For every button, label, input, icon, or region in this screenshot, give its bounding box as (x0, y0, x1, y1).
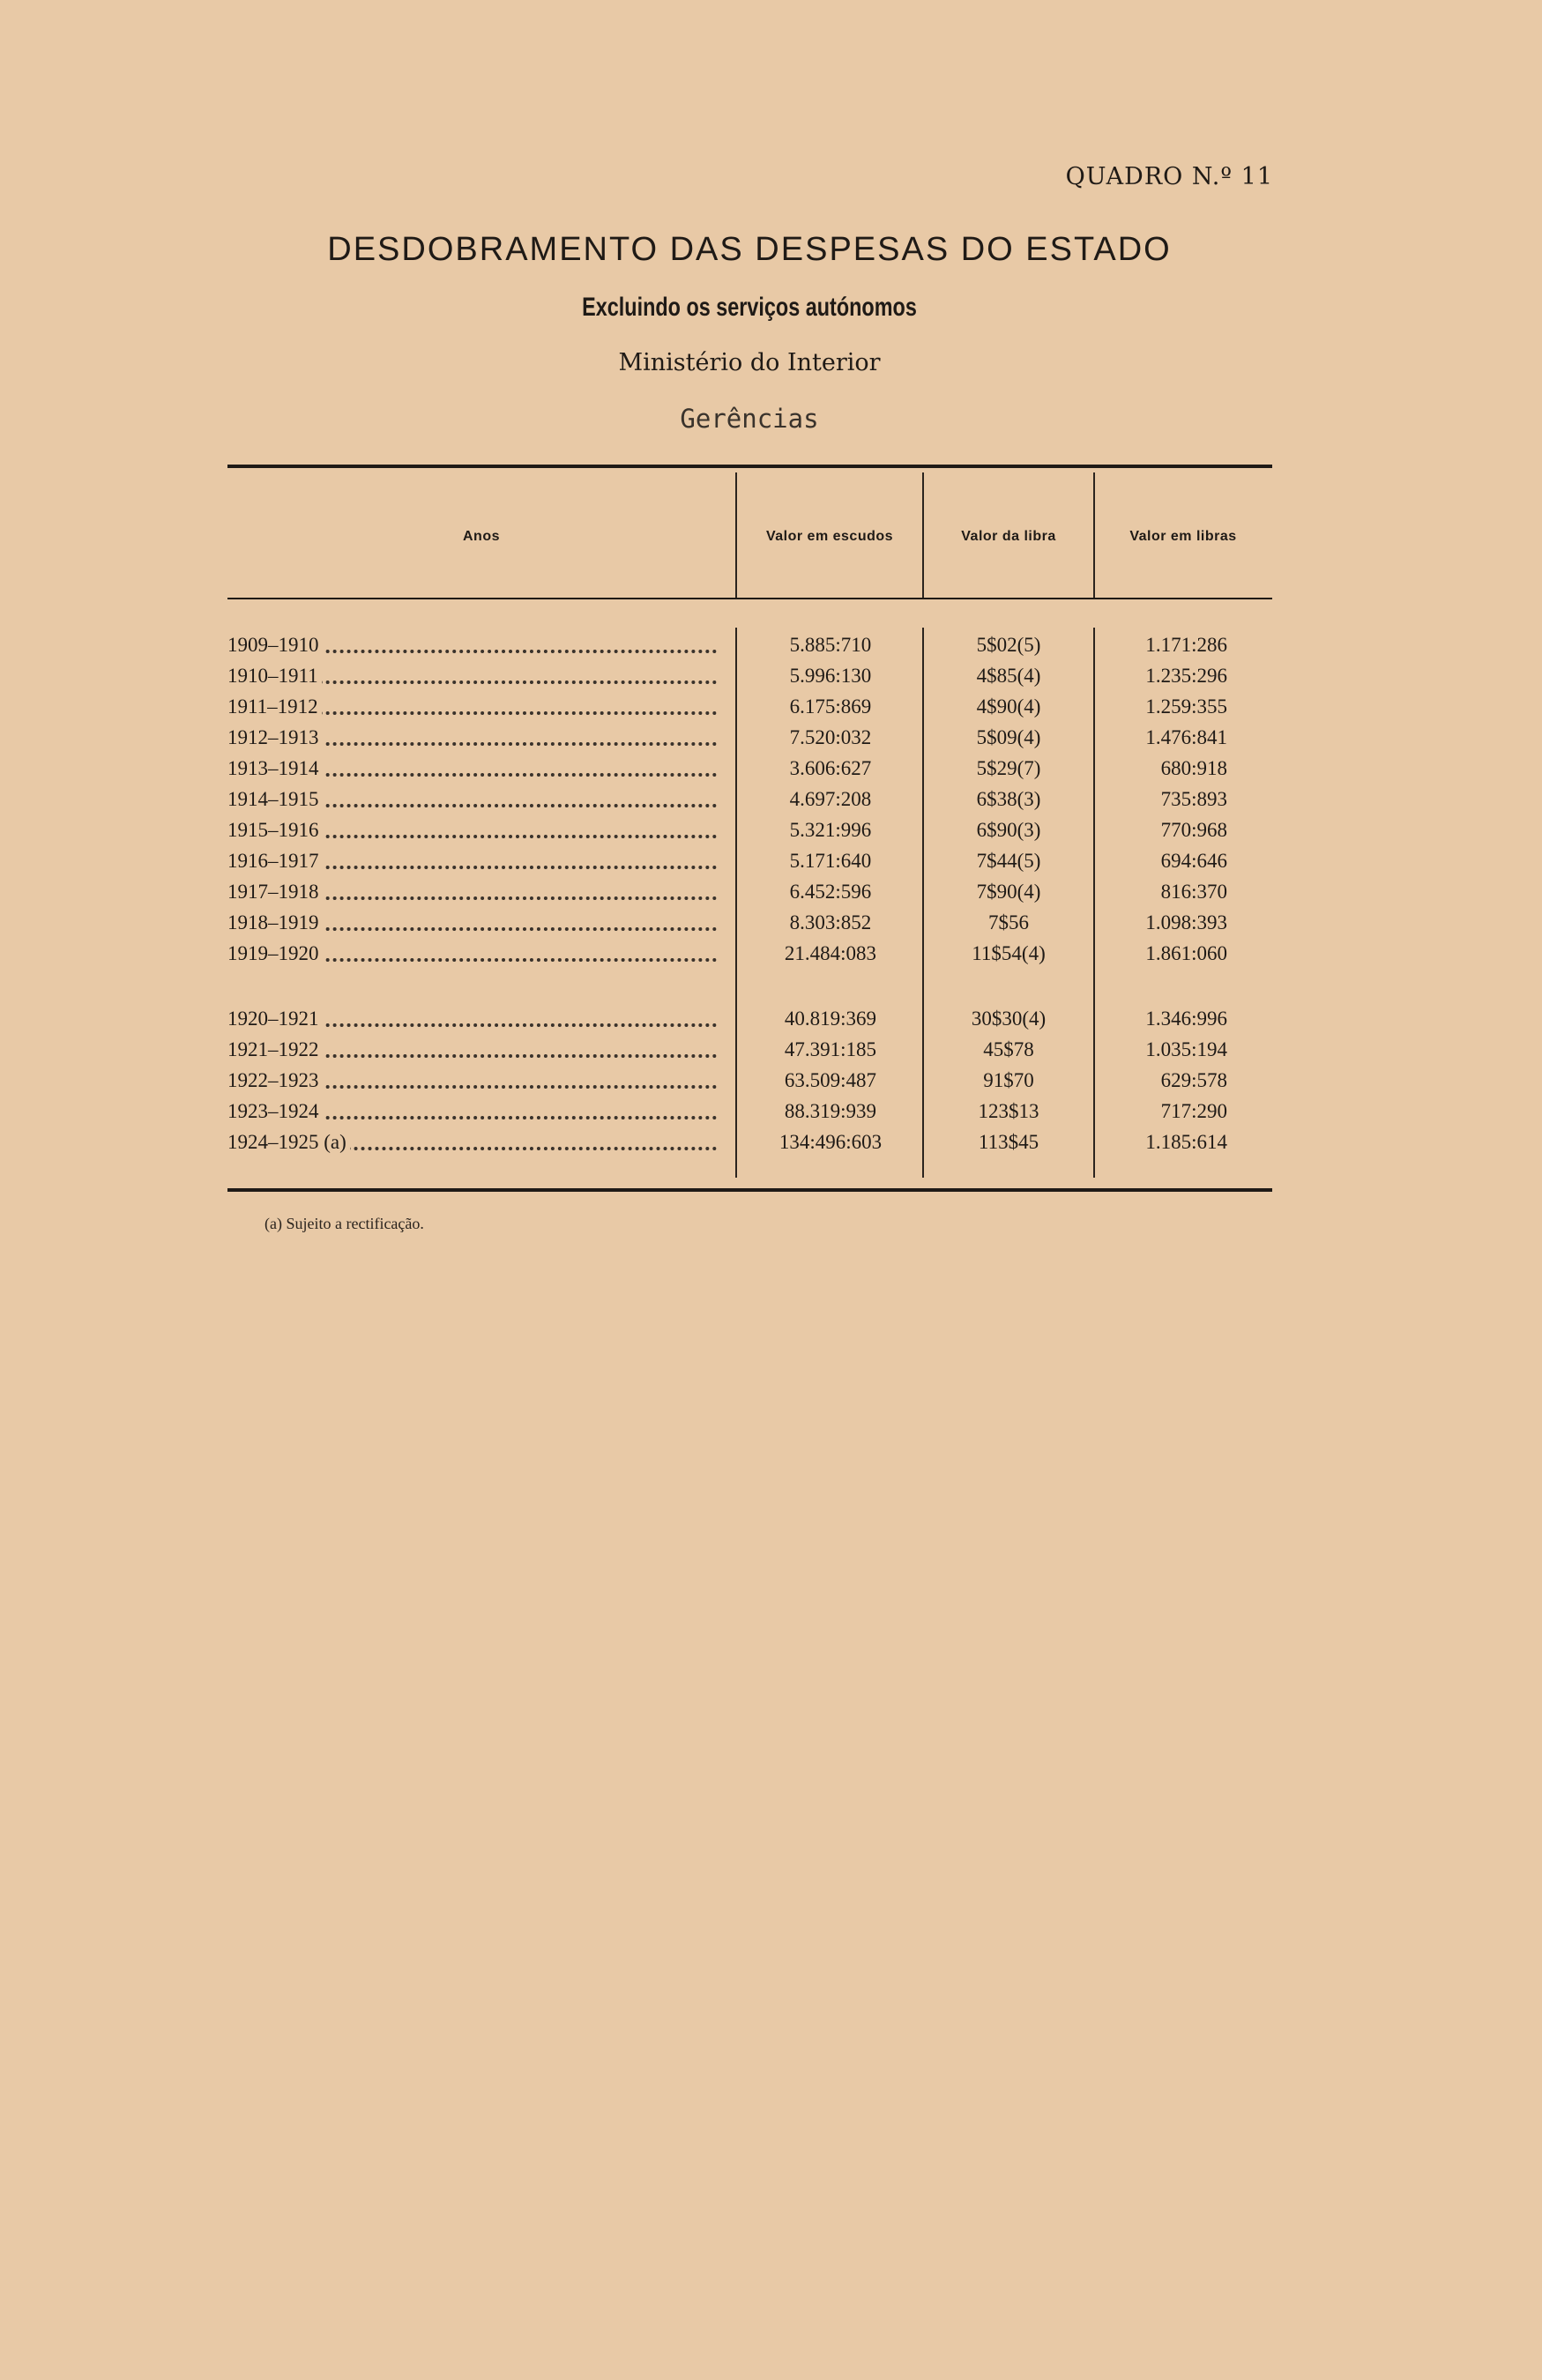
table-row (0, 1038, 1542, 1069)
escudos-cell: 4.697:208 (789, 788, 872, 810)
year-cell (227, 757, 717, 788)
libras-cell (1095, 942, 1271, 965)
page-subtitle: Excluindo os serviços autónomos (582, 293, 917, 322)
valor-libra-cell: 7$90(4) (976, 881, 1041, 903)
column-header-valor-libra: Valor da libra (961, 529, 1056, 544)
libras-cell (1095, 757, 1271, 780)
section-label: Gerências (680, 404, 819, 434)
valor-libra-cell: 7$44(5) (976, 850, 1041, 872)
valor-libra-cell: 5$29(7) (976, 757, 1041, 779)
year-label: 1916–1917 (227, 850, 323, 872)
valor-libra-cell: 4$85(4) (976, 665, 1041, 687)
valor-libra-cell: 7$56 (988, 911, 1029, 933)
escudos-cell: 5.321:996 (789, 819, 872, 841)
column-header-escudos: Valor em escudos (765, 529, 894, 544)
year-cell (227, 1131, 717, 1162)
libras-value: 1.171:286 (1145, 634, 1227, 656)
valor-libra-cell: 5$09(4) (976, 726, 1041, 748)
escudos-cell: 63.509:487 (784, 1069, 877, 1091)
valor-libra-cell: 113$45 (978, 1131, 1039, 1153)
year-cell (227, 634, 717, 665)
libras-cell (1095, 1100, 1271, 1123)
libras-value: 1.235:296 (1145, 665, 1227, 687)
year-label: 1919–1920 (227, 942, 323, 964)
header-bottom-rule (227, 598, 1272, 599)
libras-cell (1095, 850, 1271, 873)
table-row (0, 1100, 1542, 1131)
year-cell (227, 695, 717, 726)
valor-libra-cell: 6$38(3) (976, 788, 1041, 810)
libras-value: 770:968 (1160, 819, 1227, 841)
year-label: 1912–1913 (227, 726, 323, 748)
table-row (0, 1008, 1542, 1038)
libras-cell (1095, 695, 1271, 718)
escudos-cell: 5.171:640 (789, 850, 872, 872)
libras-value: 1.861:060 (1145, 942, 1227, 964)
libras-value: 629:578 (1160, 1069, 1227, 1091)
libras-cell (1095, 634, 1271, 657)
table-bottom-rule (227, 1188, 1272, 1192)
year-label: 1911–1912 (227, 695, 322, 718)
year-label: 1918–1919 (227, 911, 323, 933)
libras-value: 1.035:194 (1145, 1038, 1227, 1060)
table-row (0, 726, 1542, 757)
escudos-cell: 6.175:869 (789, 695, 872, 718)
year-label: 1923–1924 (227, 1100, 323, 1122)
year-label: 1910–1911 (227, 665, 322, 687)
libras-cell (1095, 881, 1271, 904)
valor-libra-cell: 91$70 (983, 1069, 1034, 1091)
escudos-cell: 5.996:130 (789, 665, 872, 687)
libras-value: 717:290 (1160, 1100, 1227, 1122)
table-row (0, 757, 1542, 788)
year-cell (227, 881, 717, 911)
libras-cell (1095, 819, 1271, 842)
table-row (0, 1131, 1542, 1162)
escudos-cell: 6.452:596 (789, 881, 872, 903)
libras-value: 1.185:614 (1145, 1131, 1227, 1153)
valor-libra-cell: 5$02(5) (976, 634, 1041, 656)
year-label: 1924–1925 (a) (227, 1131, 350, 1153)
year-cell (227, 942, 717, 973)
libras-cell (1095, 1038, 1271, 1061)
year-label: 1921–1922 (227, 1038, 323, 1060)
libras-value: 694:646 (1160, 850, 1227, 872)
year-cell (227, 1100, 717, 1131)
libras-value: 1.098:393 (1145, 911, 1227, 933)
year-label: 1915–1916 (227, 819, 323, 841)
libras-value: 1.476:841 (1145, 726, 1227, 748)
libras-cell (1095, 1131, 1271, 1154)
year-cell (227, 665, 717, 695)
libras-value: 1.346:996 (1145, 1008, 1227, 1030)
table-row (0, 1069, 1542, 1100)
libras-cell (1095, 665, 1271, 688)
table-row (0, 665, 1542, 695)
year-label: 1914–1915 (227, 788, 323, 810)
table-row (0, 634, 1542, 665)
table-row (0, 695, 1542, 726)
escudos-cell: 8.303:852 (789, 911, 872, 933)
column-header-anos: Anos (463, 529, 500, 544)
ministry-label: Ministério do Interior (618, 349, 881, 376)
column-header-libras: Valor em libras (1129, 529, 1237, 544)
libras-value: 680:918 (1160, 757, 1227, 779)
year-label: 1917–1918 (227, 881, 323, 903)
year-label: 1909–1910 (227, 634, 323, 656)
libras-cell (1095, 911, 1271, 934)
footnote: (a) Sujeito a rectificação. (264, 1215, 424, 1232)
escudos-cell: 21.484:083 (784, 942, 877, 964)
table-row (0, 788, 1542, 819)
escudos-cell: 134:496:603 (778, 1131, 883, 1153)
libras-value: 816:370 (1160, 881, 1227, 903)
escudos-cell: 47.391:185 (784, 1038, 877, 1060)
libras-cell (1095, 1069, 1271, 1092)
valor-libra-cell: 45$78 (983, 1038, 1034, 1060)
escudos-cell: 5.885:710 (789, 634, 872, 656)
year-label: 1920–1921 (227, 1008, 323, 1030)
page-title: DESDOBRAMENTO DAS DESPESAS DO ESTADO (327, 231, 1172, 268)
year-label: 1922–1923 (227, 1069, 323, 1091)
libras-value: 735:893 (1160, 788, 1227, 810)
table-row (0, 819, 1542, 850)
year-cell (227, 911, 717, 942)
table-row (0, 942, 1542, 973)
libras-value: 1.259:355 (1145, 695, 1227, 718)
libras-cell (1095, 788, 1271, 811)
valor-libra-cell: 4$90(4) (976, 695, 1041, 718)
escudos-cell: 88.319:939 (784, 1100, 877, 1122)
year-cell (227, 726, 717, 757)
escudos-cell: 7.520:032 (789, 726, 872, 748)
libras-cell (1095, 726, 1271, 749)
escudos-cell: 40.819:369 (784, 1008, 877, 1030)
valor-libra-cell: 11$54(4) (972, 942, 1046, 964)
table-row (0, 881, 1542, 911)
year-cell (227, 788, 717, 819)
year-cell (227, 1008, 717, 1038)
table-row (0, 850, 1542, 881)
year-cell (227, 1038, 717, 1069)
year-cell (227, 1069, 717, 1100)
valor-libra-cell: 123$13 (978, 1100, 1039, 1122)
table-row (0, 911, 1542, 942)
libras-cell (1095, 1008, 1271, 1030)
year-cell (227, 850, 717, 881)
year-cell (227, 819, 717, 850)
table-number: QUADRO N.º 11 (1065, 163, 1273, 190)
table-top-rule (227, 465, 1272, 468)
valor-libra-cell: 30$30(4) (971, 1008, 1047, 1030)
valor-libra-cell: 6$90(3) (976, 819, 1041, 841)
escudos-cell: 3.606:627 (789, 757, 872, 779)
year-label: 1913–1914 (227, 757, 323, 779)
